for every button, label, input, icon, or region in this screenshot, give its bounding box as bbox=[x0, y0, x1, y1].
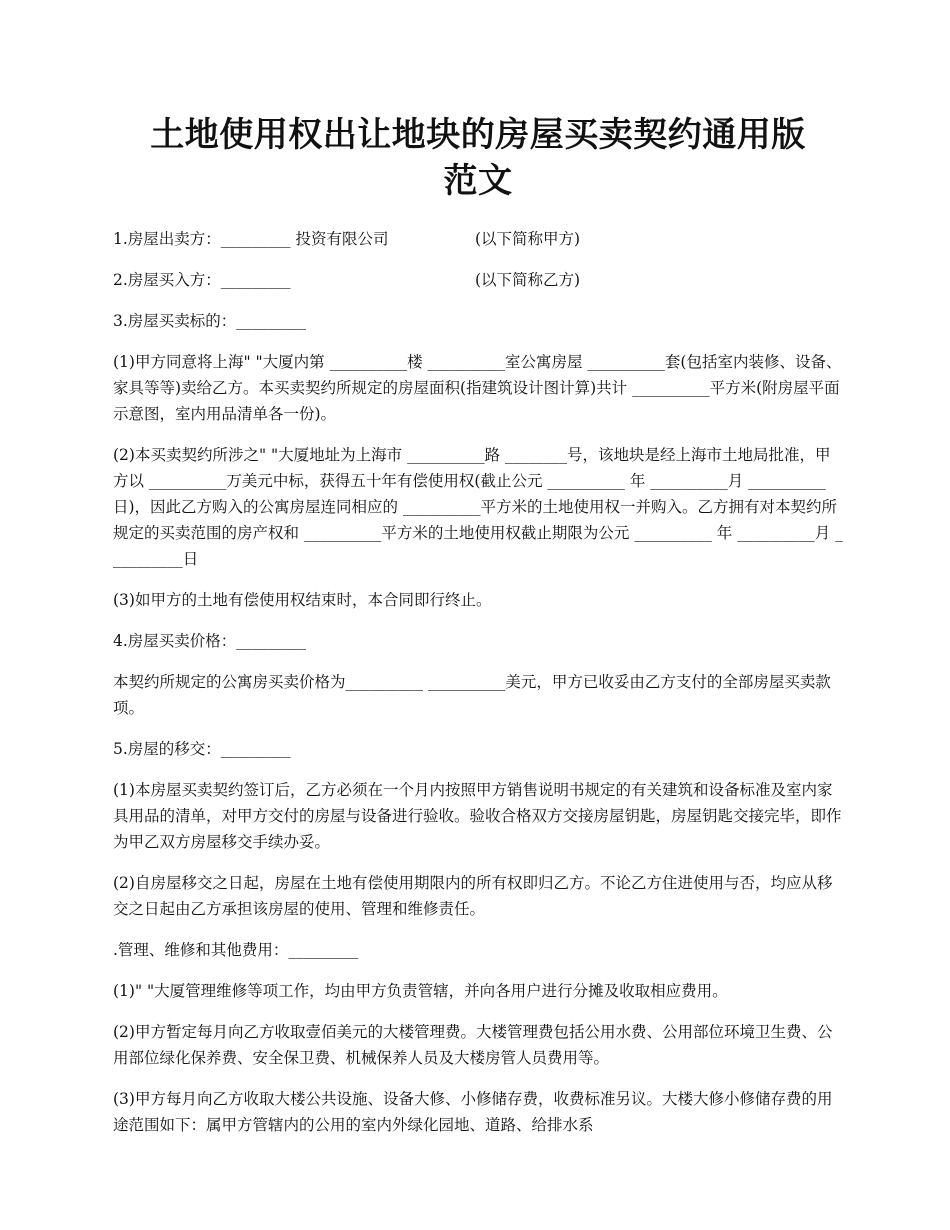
paragraph: .管理、维修和其他费用：_________ bbox=[113, 941, 359, 959]
document-title bbox=[113, 112, 843, 204]
paragraph: (1)" "大厦管理维修等项工作，均由甲方负责管辖，并向各用户进行分摊及收取相应费用。 bbox=[113, 982, 728, 1000]
paragraph: (2)自房屋移交之日起，房屋在土地有偿使用期限内的所有权即归乙方。不论乙方住进使用与否，均应从移交之日起由乙方承担该房屋的使用、管理和维修责任。 bbox=[113, 874, 833, 918]
seller-note: (以下简称甲方) bbox=[475, 230, 581, 248]
seller-label: 1.房屋出卖方：_________ 投资有限公司 bbox=[113, 230, 389, 248]
document-page bbox=[113, 112, 843, 1153]
seller-row bbox=[113, 226, 843, 252]
paragraph: 本契约所规定的公寓房买卖价格为__________ __________美元，甲方已收妥由乙方支付的全部房屋买卖款项。 bbox=[113, 673, 831, 717]
paragraph: (3)如甲方的土地有偿使用权结束时，本合同即行终止。 bbox=[113, 591, 492, 609]
buyer-row bbox=[113, 267, 843, 293]
paragraph: (2)甲方暂定每月向乙方收取壹佰美元的大楼管理费。大楼管理费包括公用水费、公用部位环境卫生费、公用部位绿化保养费、安全保卫费、机械保养人员及大楼房管人员费用等。 bbox=[113, 1023, 833, 1067]
paragraph: (3)甲方每月向乙方收取大楼公共设施、设备大修、小修储存费，收费标准另议。大楼大修小修储存费的用途范围如下：属甲方管辖内的公用的室内外绿化园地、道路、给排水系 bbox=[113, 1090, 833, 1134]
document-title-line1: 土地使用权出让地块的房屋买卖契约通用版 bbox=[150, 115, 806, 155]
paragraph: (2)本买卖契约所涉之" "大厦地址为上海市 __________路 ________号，该地块是经上海市土地局批准，甲方以 __________万美元中标，获得五十年有偿使用权(截止公元 __________ 年 __________月 __________日)，因此乙方购入的公寓房屋连同相应的 __________平方米的土地使用权一并购入。乙方拥有对本契约所规定的买卖范围的房产权和 __________平方米的土地使用权截止期限为公元 __________ 年 __________月 __________日 bbox=[113, 446, 843, 568]
paragraph: 5.房屋的移交：_________ bbox=[113, 740, 291, 758]
paragraph: (1)本房屋买卖契约签订后，乙方必须在一个月内按照甲方销售说明书规定的有关建筑和设备标准及室内家具用品的清单，对甲方交付的房屋与设备进行验收。验收合格双方交接房屋钥匙，房屋钥匙交接完毕，即作为甲乙双方房屋移交手续办妥。 bbox=[113, 781, 842, 851]
buyer-label: 2.房屋买入方：_________ bbox=[113, 271, 291, 289]
buyer-note: (以下简称乙方) bbox=[475, 271, 581, 289]
paragraph: (1)甲方同意将上海" "大厦内第 __________楼 __________室公寓房屋 __________套(包括室内装修、设备、家具等等)卖给乙方。本买卖契约所规定的房屋面积(指建筑设计图计算)共计 __________平方米(附房屋平面示意图，室内用品清单各一份)。 bbox=[113, 353, 842, 423]
document-title-line2: 范文 bbox=[443, 161, 513, 201]
paragraph: 3.房屋买卖标的：_________ bbox=[113, 312, 307, 330]
paragraph: 4.房屋买卖价格：_________ bbox=[113, 632, 307, 650]
